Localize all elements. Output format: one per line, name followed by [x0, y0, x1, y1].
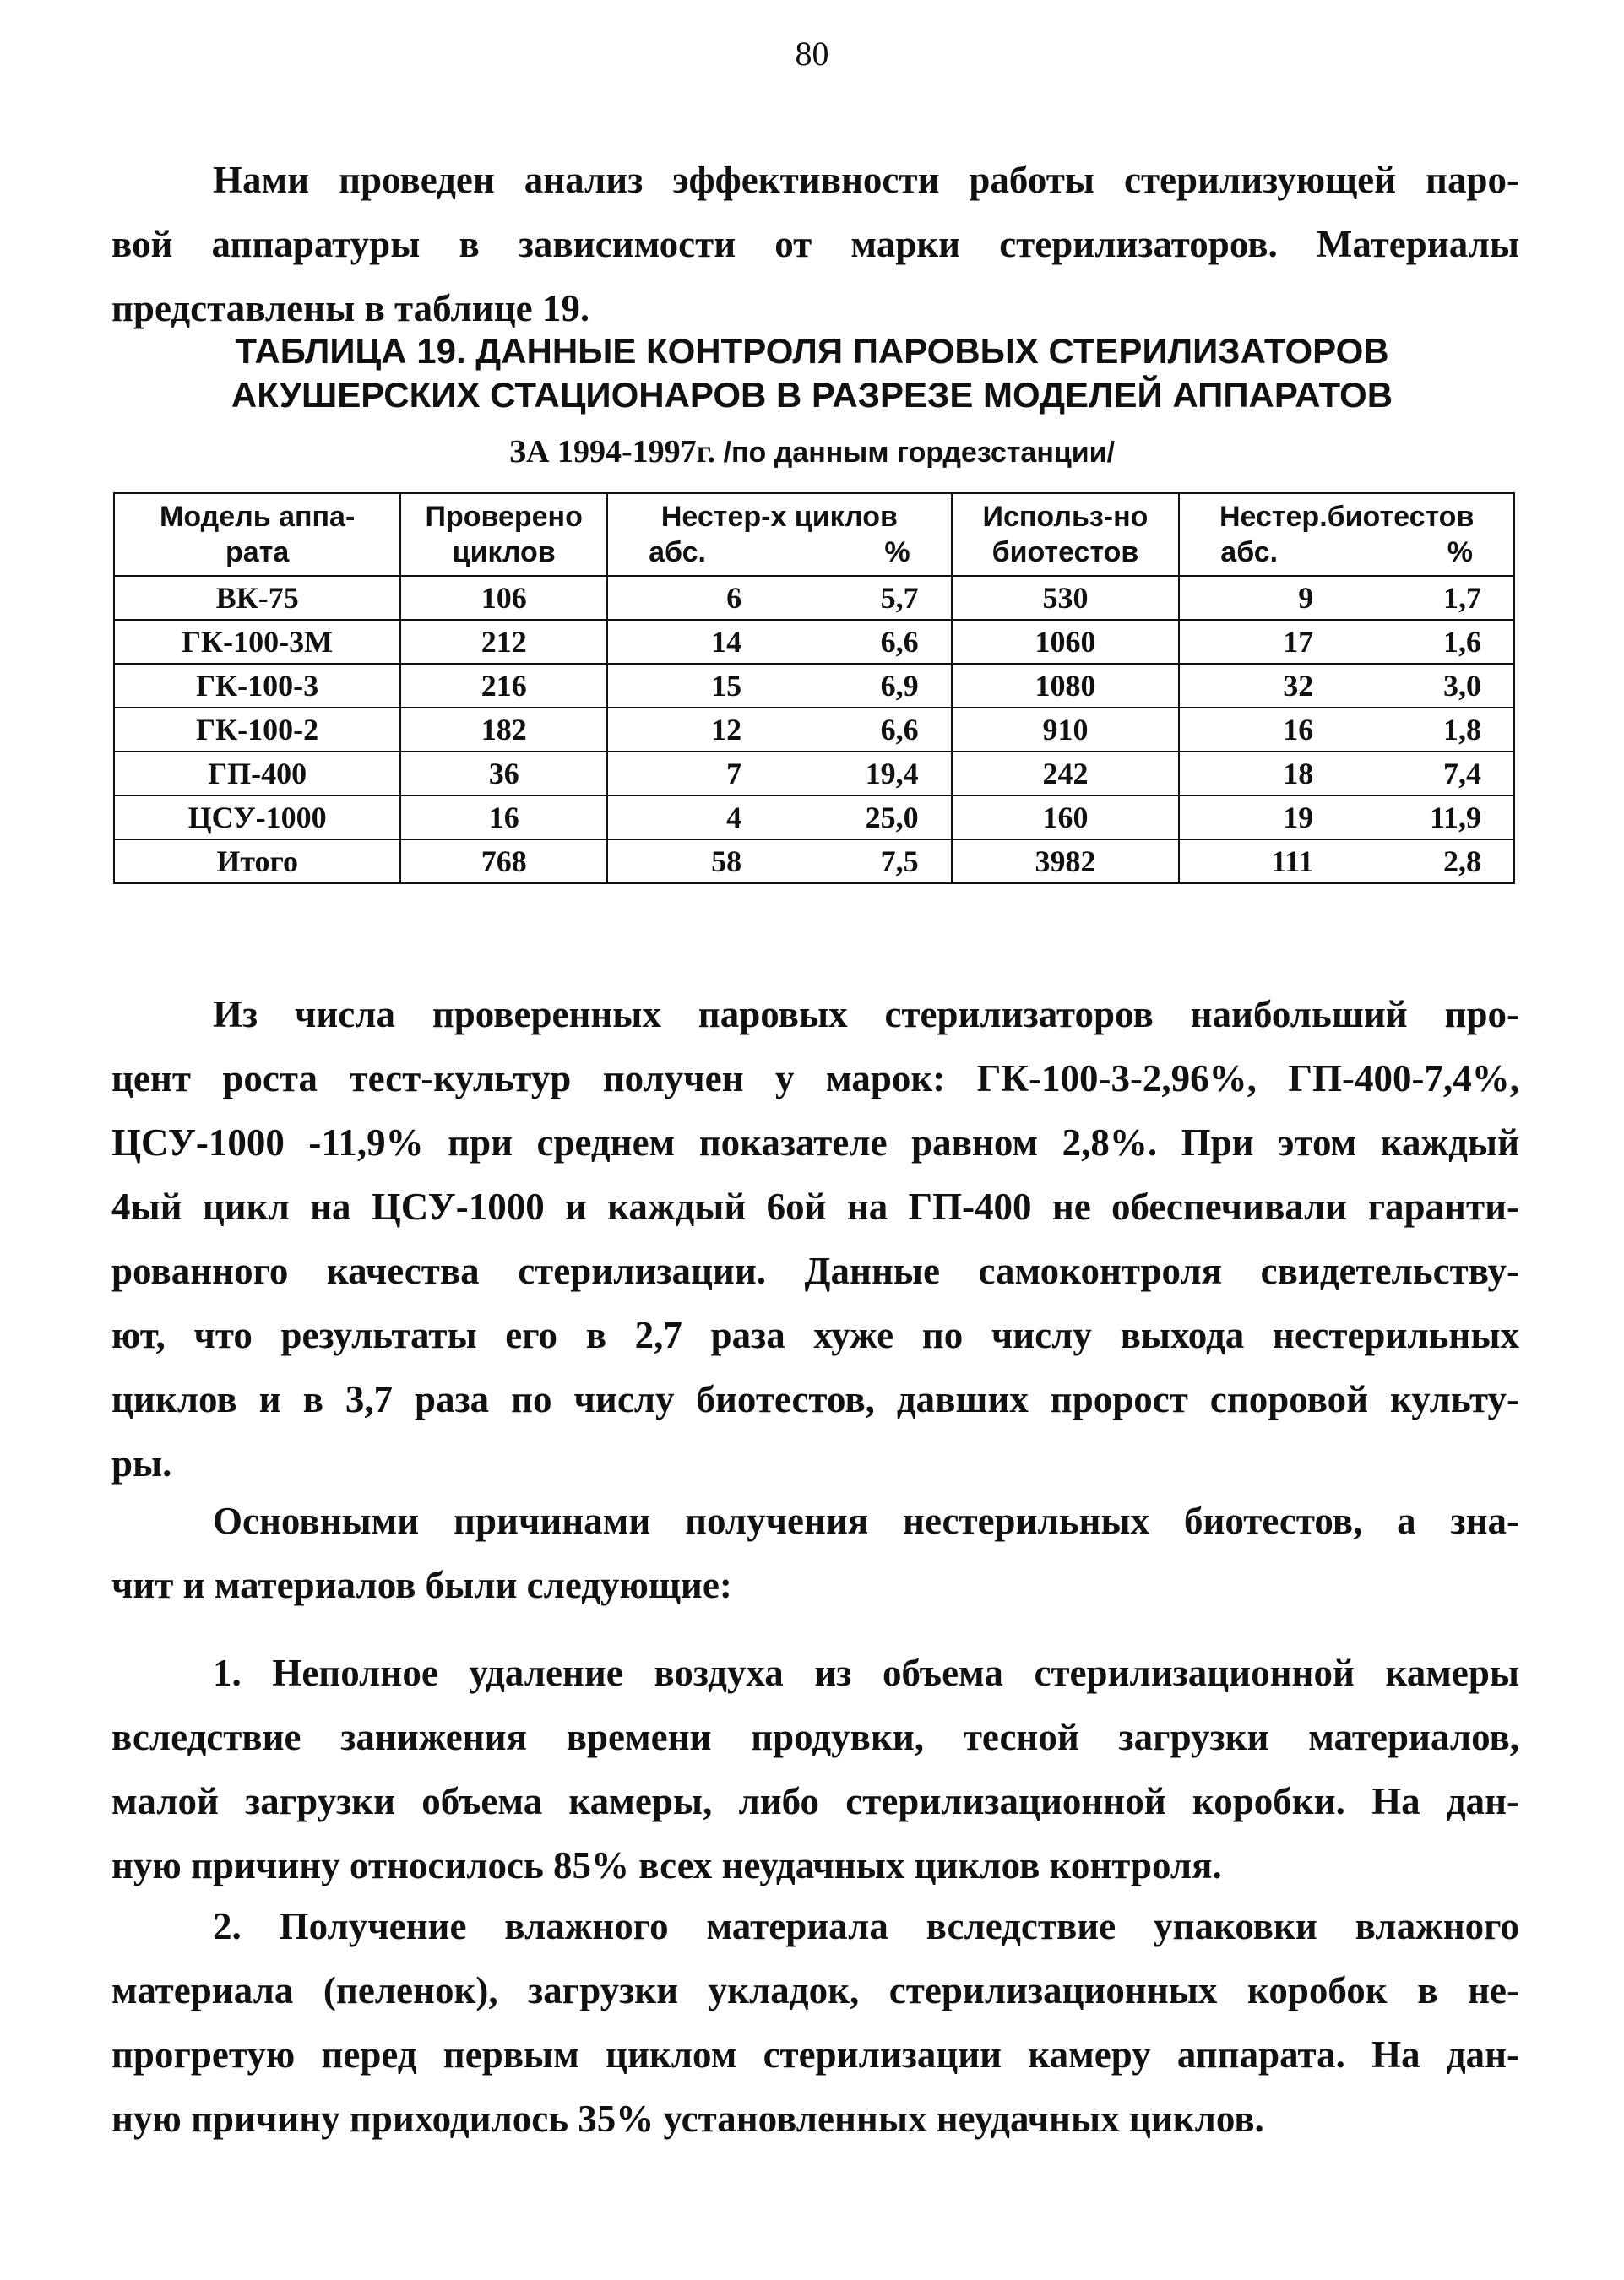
text-line: 1. Неполное удаление воздуха из объема стерилизационной камеры: [213, 1652, 1519, 1694]
cell-model: ГК-100-3М: [114, 620, 400, 664]
page-number: 80: [795, 35, 829, 73]
text-line: прогретую перед первым циклом стерилизации камеру аппарата. На дан-: [111, 2033, 1519, 2076]
cell-model: Итого: [114, 839, 400, 883]
table-row: [114, 795, 1514, 839]
cause-2-paragraph: [111, 1894, 1519, 2151]
cause-1-paragraph: [111, 1641, 1519, 1897]
text-line: ную причину относилось 85% всех неудачных циклов контроля.: [111, 1844, 1222, 1886]
cell-checked: 212: [400, 620, 607, 664]
text-line: 2. Получение влажного материала вследствие упаковки влажного: [213, 1905, 1519, 1947]
text-line: материала (пеленок), загрузки укладок, стерилизационных коробок в не-: [111, 1969, 1519, 2011]
table-period: ЗА 1994-1997г.: [508, 434, 716, 470]
cell-checked: 36: [400, 752, 607, 795]
cell-nonsterile-cycles: 7 19,4: [607, 752, 952, 795]
table-header-row: [114, 493, 1514, 576]
text-line: циклов и в 3,7 раза по числу биотестов, давших пророст споровой культу-: [111, 1378, 1519, 1420]
text-line: цент роста тест-культур получен у марок: ГК-100-3-2,96%, ГП-400-7,4%,: [111, 1057, 1519, 1099]
cell-checked: 16: [400, 795, 607, 839]
text-line: Основными причинами получения нестерильных биотестов, а зна-: [213, 1500, 1519, 1542]
cell-used-biotests: 242: [952, 752, 1180, 795]
header-nonsterile-biotests: Нестер.биотестов абс. %: [1179, 493, 1514, 576]
text-line: вой аппаратуры в зависимости от марки стерилизаторов. Материалы: [111, 223, 1519, 265]
cell-used-biotests: 530: [952, 576, 1180, 620]
text-line: ют, что результаты его в 2,7 раза хуже по числу выхода нестерильных: [111, 1314, 1519, 1356]
table-row: [114, 620, 1514, 664]
cell-checked: 182: [400, 708, 607, 752]
table-row: [114, 752, 1514, 795]
table-title-line: АКУШЕРСКИХ СТАЦИОНАРОВ В РАЗРЕЗЕ МОДЕЛЕЙ АППАРАТОВ: [231, 375, 1393, 415]
text-line: ЦСУ-1000 -11,9% при среднем показателе равном 2,8%. При этом каждый: [111, 1121, 1519, 1164]
table-title-line: ТАБЛИЦА 19. ДАННЫЕ КОНТРОЛЯ ПАРОВЫХ СТЕРИЛИЗАТОРОВ: [235, 331, 1389, 371]
text-line: 4ый цикл на ЦСУ-1000 и каждый 6ой на ГП-400 не обеспечивали гаранти-: [111, 1186, 1519, 1228]
cell-nonsterile-biotests: 32 3,0: [1179, 664, 1514, 708]
sterilizer-table: [113, 492, 1515, 884]
text-line: рованного качества стерилизации. Данные самоконтроля свидетельству-: [111, 1250, 1519, 1292]
cell-nonsterile-biotests: 111 2,8: [1179, 839, 1514, 883]
cell-nonsterile-biotests: 18 7,4: [1179, 752, 1514, 795]
intro-paragraph: [111, 148, 1519, 340]
text-line: ры.: [111, 1442, 172, 1485]
cell-model: ВК-75: [114, 576, 400, 620]
cell-nonsterile-cycles: 4 25,0: [607, 795, 952, 839]
cell-nonsterile-biotests: 9 1,7: [1179, 576, 1514, 620]
text-line: малой загрузки объема камеры, либо стерилизационной коробки. На дан-: [111, 1780, 1519, 1822]
header-model: Модель аппа- рата: [114, 493, 400, 576]
cell-nonsterile-cycles: 58 7,5: [607, 839, 952, 883]
header-nonsterile-cycles: Нестер-х циклов абс. %: [607, 493, 952, 576]
text-line: вследствие занижения времени продувки, тесной загрузки материалов,: [111, 1716, 1519, 1758]
cell-checked: 216: [400, 664, 607, 708]
cell-model: ЦСУ-1000: [114, 795, 400, 839]
causes-intro-paragraph: [111, 1489, 1519, 1617]
table-row: [114, 708, 1514, 752]
header-checked: Проверено циклов: [400, 493, 607, 576]
cell-nonsterile-biotests: 16 1,8: [1179, 708, 1514, 752]
analysis-paragraph: [111, 982, 1519, 1496]
cell-used-biotests: 160: [952, 795, 1180, 839]
text-line: Из числа проверенных паровых стерилизаторов наибольший про-: [213, 993, 1519, 1035]
text-line: чит и материалов были следующие:: [111, 1564, 732, 1606]
table-row: [114, 664, 1514, 708]
header-used-biotests: Использ-но биотестов: [952, 493, 1180, 576]
cell-nonsterile-biotests: 19 11,9: [1179, 795, 1514, 839]
cell-checked: 768: [400, 839, 607, 883]
cell-checked: 106: [400, 576, 607, 620]
cell-model: ГК-100-3: [114, 664, 400, 708]
cell-nonsterile-cycles: 14 6,6: [607, 620, 952, 664]
cell-nonsterile-cycles: 15 6,9: [607, 664, 952, 708]
text-line: Нами проведен анализ эффективности работы стерилизующей паро-: [213, 159, 1519, 201]
table-source: /по данным гордезстанции/: [723, 437, 1116, 469]
cell-nonsterile-cycles: 12 6,6: [607, 708, 952, 752]
cell-used-biotests: 910: [952, 708, 1180, 752]
cell-model: ГП-400: [114, 752, 400, 795]
text-line: представлены в таблице 19.: [111, 287, 590, 329]
table-subtitle: [0, 433, 1624, 471]
cell-used-biotests: 1060: [952, 620, 1180, 664]
table-total-row: [114, 839, 1514, 883]
cell-nonsterile-cycles: 6 5,7: [607, 576, 952, 620]
table-title: [0, 329, 1624, 417]
table-row: [114, 576, 1514, 620]
text-line: ную причину приходилось 35% установленных неудачных циклов.: [111, 2098, 1264, 2140]
cell-used-biotests: 3982: [952, 839, 1180, 883]
cell-used-biotests: 1080: [952, 664, 1180, 708]
cell-model: ГК-100-2: [114, 708, 400, 752]
cell-nonsterile-biotests: 17 1,6: [1179, 620, 1514, 664]
